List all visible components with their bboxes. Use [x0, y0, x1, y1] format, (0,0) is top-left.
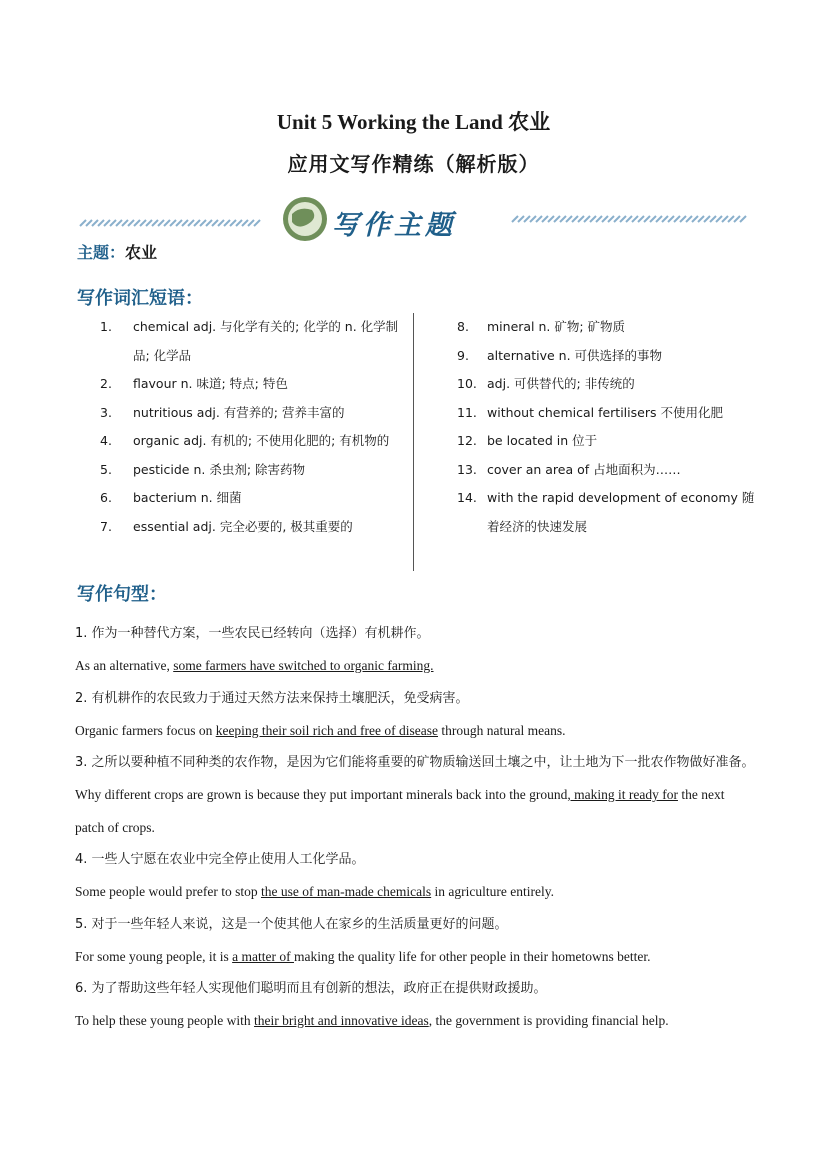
column-divider: [413, 313, 414, 571]
globe-icon: [283, 197, 327, 241]
vocab-item: 9. alternative n. 可供选择的事物: [457, 347, 663, 363]
hatch-left: [80, 220, 260, 226]
vocab-item: 7. essential adj. 完全必要的, 极其重要的: [100, 518, 353, 534]
vocab-table: [100, 313, 760, 575]
sentence-chinese: 1. 作为一种替代方案，一些农民已经转向（选择）有机耕作。: [75, 626, 430, 641]
document-subtitle: 应用文写作精练（解析版）: [287, 152, 540, 176]
sentence-english: Why different crops are grown is because they put important minerals back into the ground, making it ready for the next patch of crops.: [75, 787, 725, 835]
vocab-item: 12. be located in 位于: [457, 433, 598, 448]
sentence-english: For some young people, it is a matter of making the quality life for other people in their hometowns better.: [75, 948, 651, 964]
sentence-english: To help these young people with their bright and innovative ideas, the government is providing financial help.: [75, 1013, 669, 1028]
vocab-item: 3. nutritious adj. 有营养的; 营养丰富的: [100, 404, 345, 420]
vocab-item: 5. pesticide n. 杀虫剂; 除害药物: [100, 461, 306, 477]
vocab-column-right: [457, 313, 757, 541]
vocab-item: 11. without chemical fertilisers 不使用化肥: [457, 404, 723, 420]
underlined-phrase: a matter of: [232, 948, 294, 964]
topic-label: 主题：: [77, 243, 126, 262]
underlined-phrase: the use of man-made chemicals: [260, 884, 432, 899]
vocab-item: 13. cover an area of 占地面积为……: [457, 461, 681, 477]
topic-value: 农业: [125, 243, 158, 262]
underlined-phrase: keeping their soil rich and free of disease: [215, 722, 438, 738]
underlined-phrase: their bright and innovative ideas: [254, 1013, 429, 1028]
sentence-english: As an alternative, some farmers have switched to organic farming.: [75, 658, 434, 673]
underlined-phrase: , making it ready for: [567, 787, 678, 802]
document-title: Unit 5 Working the Land 农业: [276, 110, 551, 134]
hatch-right: [512, 216, 746, 222]
vocab-item: 14. with the rapid development of economy 随着经济的快速发展: [457, 490, 755, 534]
underlined-phrase: some farmers have switched to organic farming.: [173, 658, 434, 673]
vocab-item: 2. flavour n. 味道; 特点; 特色: [100, 376, 288, 391]
vocab-item: 1. chemical adj. 与化学有关的; 化学的 n. 化学制品; 化学品: [100, 319, 399, 363]
banner-label: 写作主题: [332, 210, 456, 241]
sentence-heading: 写作句型：: [77, 584, 167, 605]
sentence-chinese: 3. 之所以要种植不同种类的农作物，是因为它们能将重要的矿物质输送回土壤之中，让土地为下一批农作物做好准备。: [75, 755, 755, 770]
sentence-english: Some people would prefer to stop the use of man-made chemicals in agriculture entirely.: [75, 884, 554, 899]
sentence-english: Organic farmers focus on keeping their soil rich and free of disease through natural means.: [75, 722, 566, 738]
vocab-item: 6. bacterium n. 细菌: [100, 490, 242, 505]
sentence-chinese: 2. 有机耕作的农民致力于通过天然方法来保持土壤肥沃，免受病害。: [75, 690, 469, 706]
vocab-heading: 写作词汇短语：: [77, 288, 203, 309]
sentence-list: [75, 618, 755, 1038]
sentence-chinese: 6. 为了帮助这些年轻人实现他们聪明而且有创新的想法，政府正在提供财政援助。: [75, 981, 547, 996]
vocab-item: 10. adj. 可供替代的; 非传统的: [457, 376, 635, 391]
sentence-chinese: 4. 一些人宁愿在农业中完全停止使用人工化学品。: [75, 852, 365, 867]
topic-line: [77, 240, 157, 263]
sentence-chinese: 5. 对于一些年轻人来说，这是一个使其他人在家乡的生活质量更好的问题。: [75, 916, 508, 932]
vocab-item: 8. mineral n. 矿物; 矿物质: [457, 319, 626, 334]
vocab-item: 4. organic adj. 有机的; 不使用化肥的; 有机物的: [100, 433, 390, 448]
vocab-column-left: [100, 313, 400, 541]
